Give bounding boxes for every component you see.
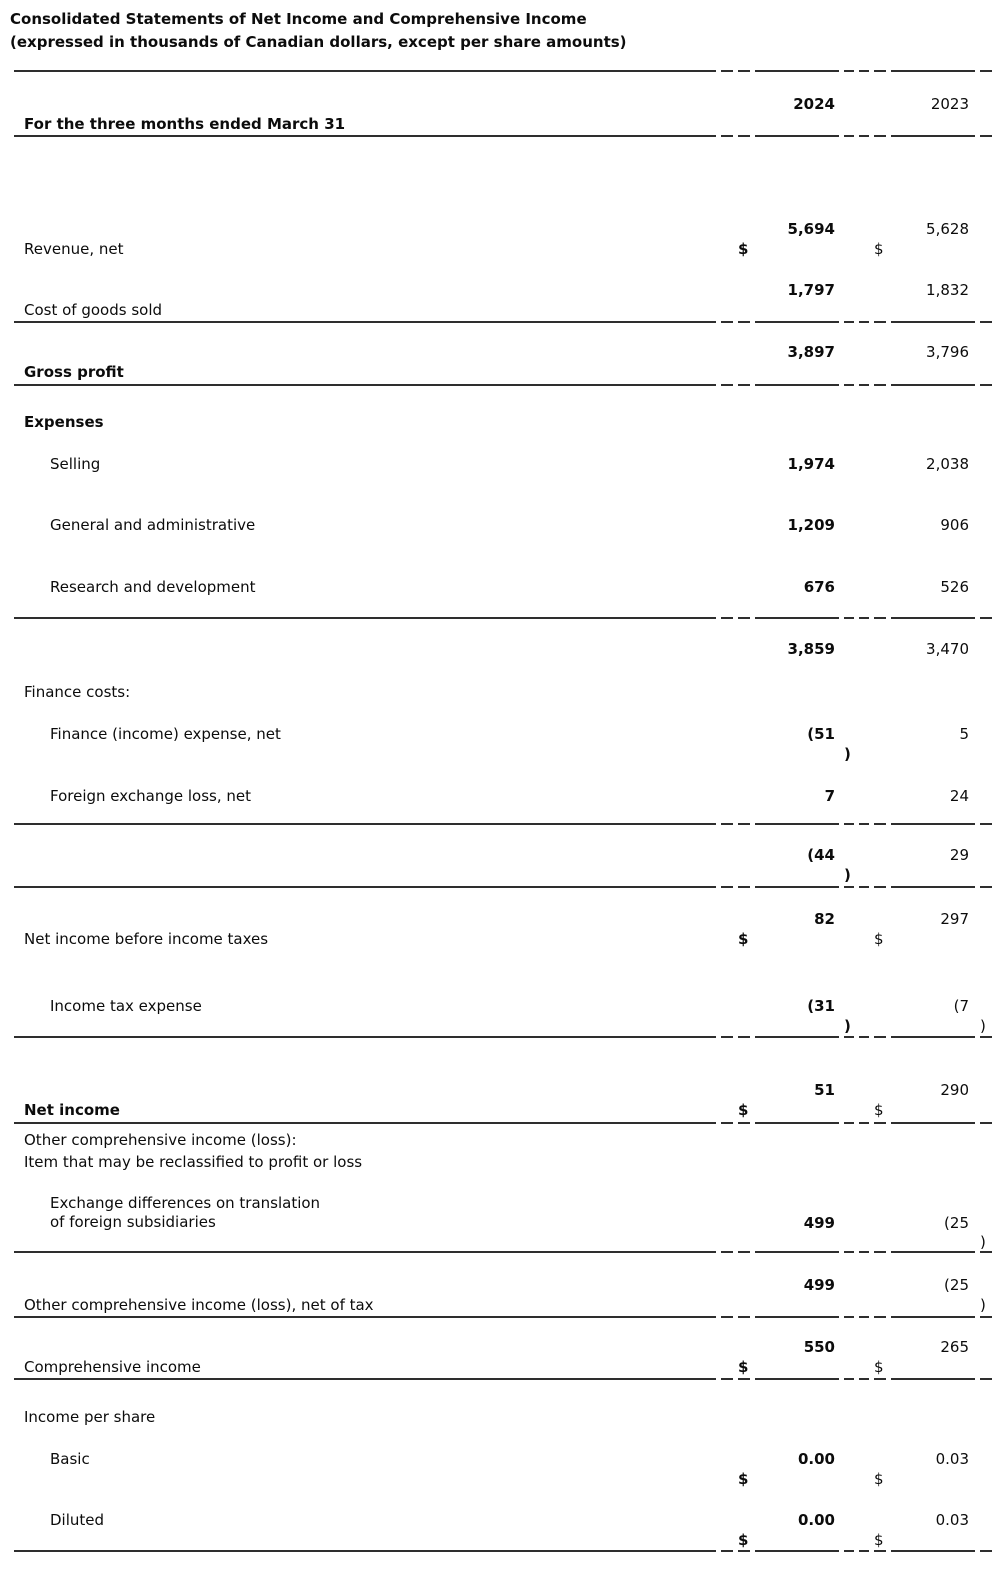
spacer [721,787,733,826]
row-label-line1: Exchange differences on translation [50,1194,321,1212]
value-2023: 0.03 [935,1450,969,1468]
rule [14,1550,992,1552]
rule [14,823,992,825]
value-2024: 499 [803,1214,835,1232]
value-2023: 5,628 [926,220,969,238]
currency-symbol-2023: $ [874,1101,884,1119]
spacer [859,640,869,679]
spacer [859,1081,869,1120]
currency-symbol-2024: $ [738,1358,749,1376]
row-exchange-differences [14,1194,992,1252]
row-selling [14,455,992,494]
spacer [859,220,869,259]
currency-symbol-2023: $ [874,240,884,258]
row-label: Gross profit [24,363,124,381]
spacer [859,516,869,555]
row-label: Revenue, net [24,240,124,258]
spacer [721,725,733,764]
value-2024: (44 [807,846,835,864]
row-label-line2: of foreign subsidiaries [50,1213,216,1231]
row-label: General and administrative [50,516,256,534]
spacer [721,846,733,885]
currency-symbol-2024: $ [738,1531,749,1549]
spacer [721,910,733,949]
row-label: Diluted [50,1511,105,1529]
spacer [859,910,869,949]
spacer [859,343,869,382]
value-2024: 1,974 [787,455,835,473]
row-label: Finance (income) expense, net [50,725,281,743]
value-2023: (25 [944,1276,969,1294]
rule [14,1378,992,1380]
rule [14,617,992,619]
value-2023: 265 [940,1338,969,1356]
spacer [859,455,869,494]
section-label: Other comprehensive income (loss): [24,1131,297,1149]
row-comprehensive-income [14,1338,992,1377]
row-gross-profit [14,343,992,382]
row-label [14,1194,716,1232]
rule [14,1251,992,1253]
value-2024: 3,897 [787,343,835,361]
section-label: Expenses [24,413,104,431]
section-income-per-share [14,1408,992,1427]
rule [14,321,992,323]
value-2023: 1,832 [926,281,969,299]
spacer [721,1081,733,1120]
spacer [721,578,733,617]
rule [14,1122,992,1124]
row-label: Foreign exchange loss, net [50,787,251,805]
spacer [859,1450,869,1489]
row-label: Cost of goods sold [24,301,163,319]
rule [14,384,992,386]
value-2024: 499 [803,1276,835,1294]
spacer [859,1511,869,1550]
column-header-2024: 2024 [793,95,835,113]
currency-symbol-2023: $ [874,930,884,948]
spacer [859,1276,869,1315]
spacer [859,578,869,617]
row-net-income [14,1081,992,1120]
row-expenses-total [14,640,992,679]
row-cost-of-goods-sold [14,281,992,320]
row-label: Other comprehensive income (loss), net of tax [24,1296,374,1314]
currency-symbol-2024: $ [738,240,749,258]
spacer [721,455,733,494]
statement-title: Consolidated Statements of Net Income and Comprehensive Income [10,10,587,28]
rule [14,70,992,72]
value-2024: 3,859 [787,640,835,658]
spacer [859,997,869,1036]
table-header-row [14,95,992,134]
value-2024: 5,694 [787,220,835,238]
value-2024: 82 [814,910,835,928]
row-label: Research and development [50,578,256,596]
section-label: Finance costs: [24,683,131,701]
spacer [859,1194,869,1252]
paren-2023: ) [980,1233,986,1251]
value-2024: (31 [807,997,835,1015]
value-2023: 297 [940,910,969,928]
spacer [859,725,869,764]
value-2024: 676 [803,578,835,596]
spacer [721,281,733,320]
spacer [721,1194,733,1252]
spacer [721,1450,733,1489]
row-label: Comprehensive income [24,1358,201,1376]
currency-symbol-2023: $ [874,1358,884,1376]
currency-symbol-2023: $ [874,1470,884,1488]
rule [14,135,992,137]
row-general-administrative [14,516,992,555]
spacer [721,516,733,555]
value-2024: 1,797 [787,281,835,299]
value-2023: 526 [940,578,969,596]
currency-symbol-2023: $ [874,1531,884,1549]
spacer [859,846,869,885]
currency-symbol-2024: $ [738,1101,749,1119]
period-label: For the three months ended March 31 [24,115,346,133]
row-foreign-exchange-loss [14,787,992,826]
row-label: Selling [50,455,101,473]
row-net-income-before-taxes [14,910,992,949]
spacer [859,281,869,320]
rule [14,1036,992,1038]
rule [14,1316,992,1318]
value-2024: 1,209 [787,516,835,534]
statement-subtitle: (expressed in thousands of Canadian dollars, except per share amounts) [10,33,627,51]
spacer [721,1511,733,1550]
paren-2024: ) [844,745,851,763]
row-income-tax-expense [14,997,992,1036]
value-2023: 3,796 [926,343,969,361]
row-diluted-eps [14,1511,992,1550]
row-finance-costs-total [14,846,992,885]
paren-2023: ) [980,1017,986,1035]
value-2023: (25 [944,1214,969,1232]
spacer [721,95,733,134]
value-2023: 29 [949,846,969,864]
value-2024: 7 [824,787,835,805]
section-other-comprehensive-income [14,1131,992,1150]
spacer [859,95,869,134]
rule [14,886,992,888]
spacer [721,220,733,259]
value-2023: 3,470 [926,640,969,658]
spacer [859,787,869,826]
currency-symbol-2024: $ [738,1470,749,1488]
spacer [721,1338,733,1377]
spacer [721,1276,733,1315]
row-basic-eps [14,1450,992,1489]
value-2023: 290 [940,1081,969,1099]
value-2023: 2,038 [926,455,969,473]
spacer [721,997,733,1036]
paren-2023: ) [980,1296,986,1314]
section-finance-costs [14,683,992,702]
row-revenue-net [14,220,992,259]
row-label: Basic [50,1450,90,1468]
row-oci-net-of-tax [14,1276,992,1315]
value-2023: 0.03 [935,1511,969,1529]
row-label: Net income [24,1101,120,1119]
value-2023: 906 [940,516,969,534]
spacer [859,1338,869,1377]
spacer [721,343,733,382]
value-2024: 550 [803,1338,835,1356]
row-label: Net income before income taxes [24,930,269,948]
spacer [721,640,733,679]
value-2024: 0.00 [797,1450,835,1468]
currency-symbol-2024: $ [738,930,749,948]
row-research-development [14,578,992,617]
section-expenses [14,413,992,432]
value-2023: (7 [953,997,969,1015]
column-header-2023: 2023 [930,95,969,113]
value-2023: 24 [949,787,969,805]
value-2024: (51 [807,725,835,743]
value-2024: 0.00 [797,1511,835,1529]
paren-2024: ) [844,866,851,884]
section-label: Income per share [24,1408,156,1426]
row-label: Income tax expense [50,997,202,1015]
section-label: Item that may be reclassified to profit or loss [24,1153,363,1171]
row-finance-income-expense [14,725,992,764]
paren-2024: ) [844,1017,851,1035]
value-2024: 51 [814,1081,835,1099]
value-2023: 5 [959,725,969,743]
section-reclassified-item [14,1153,992,1172]
